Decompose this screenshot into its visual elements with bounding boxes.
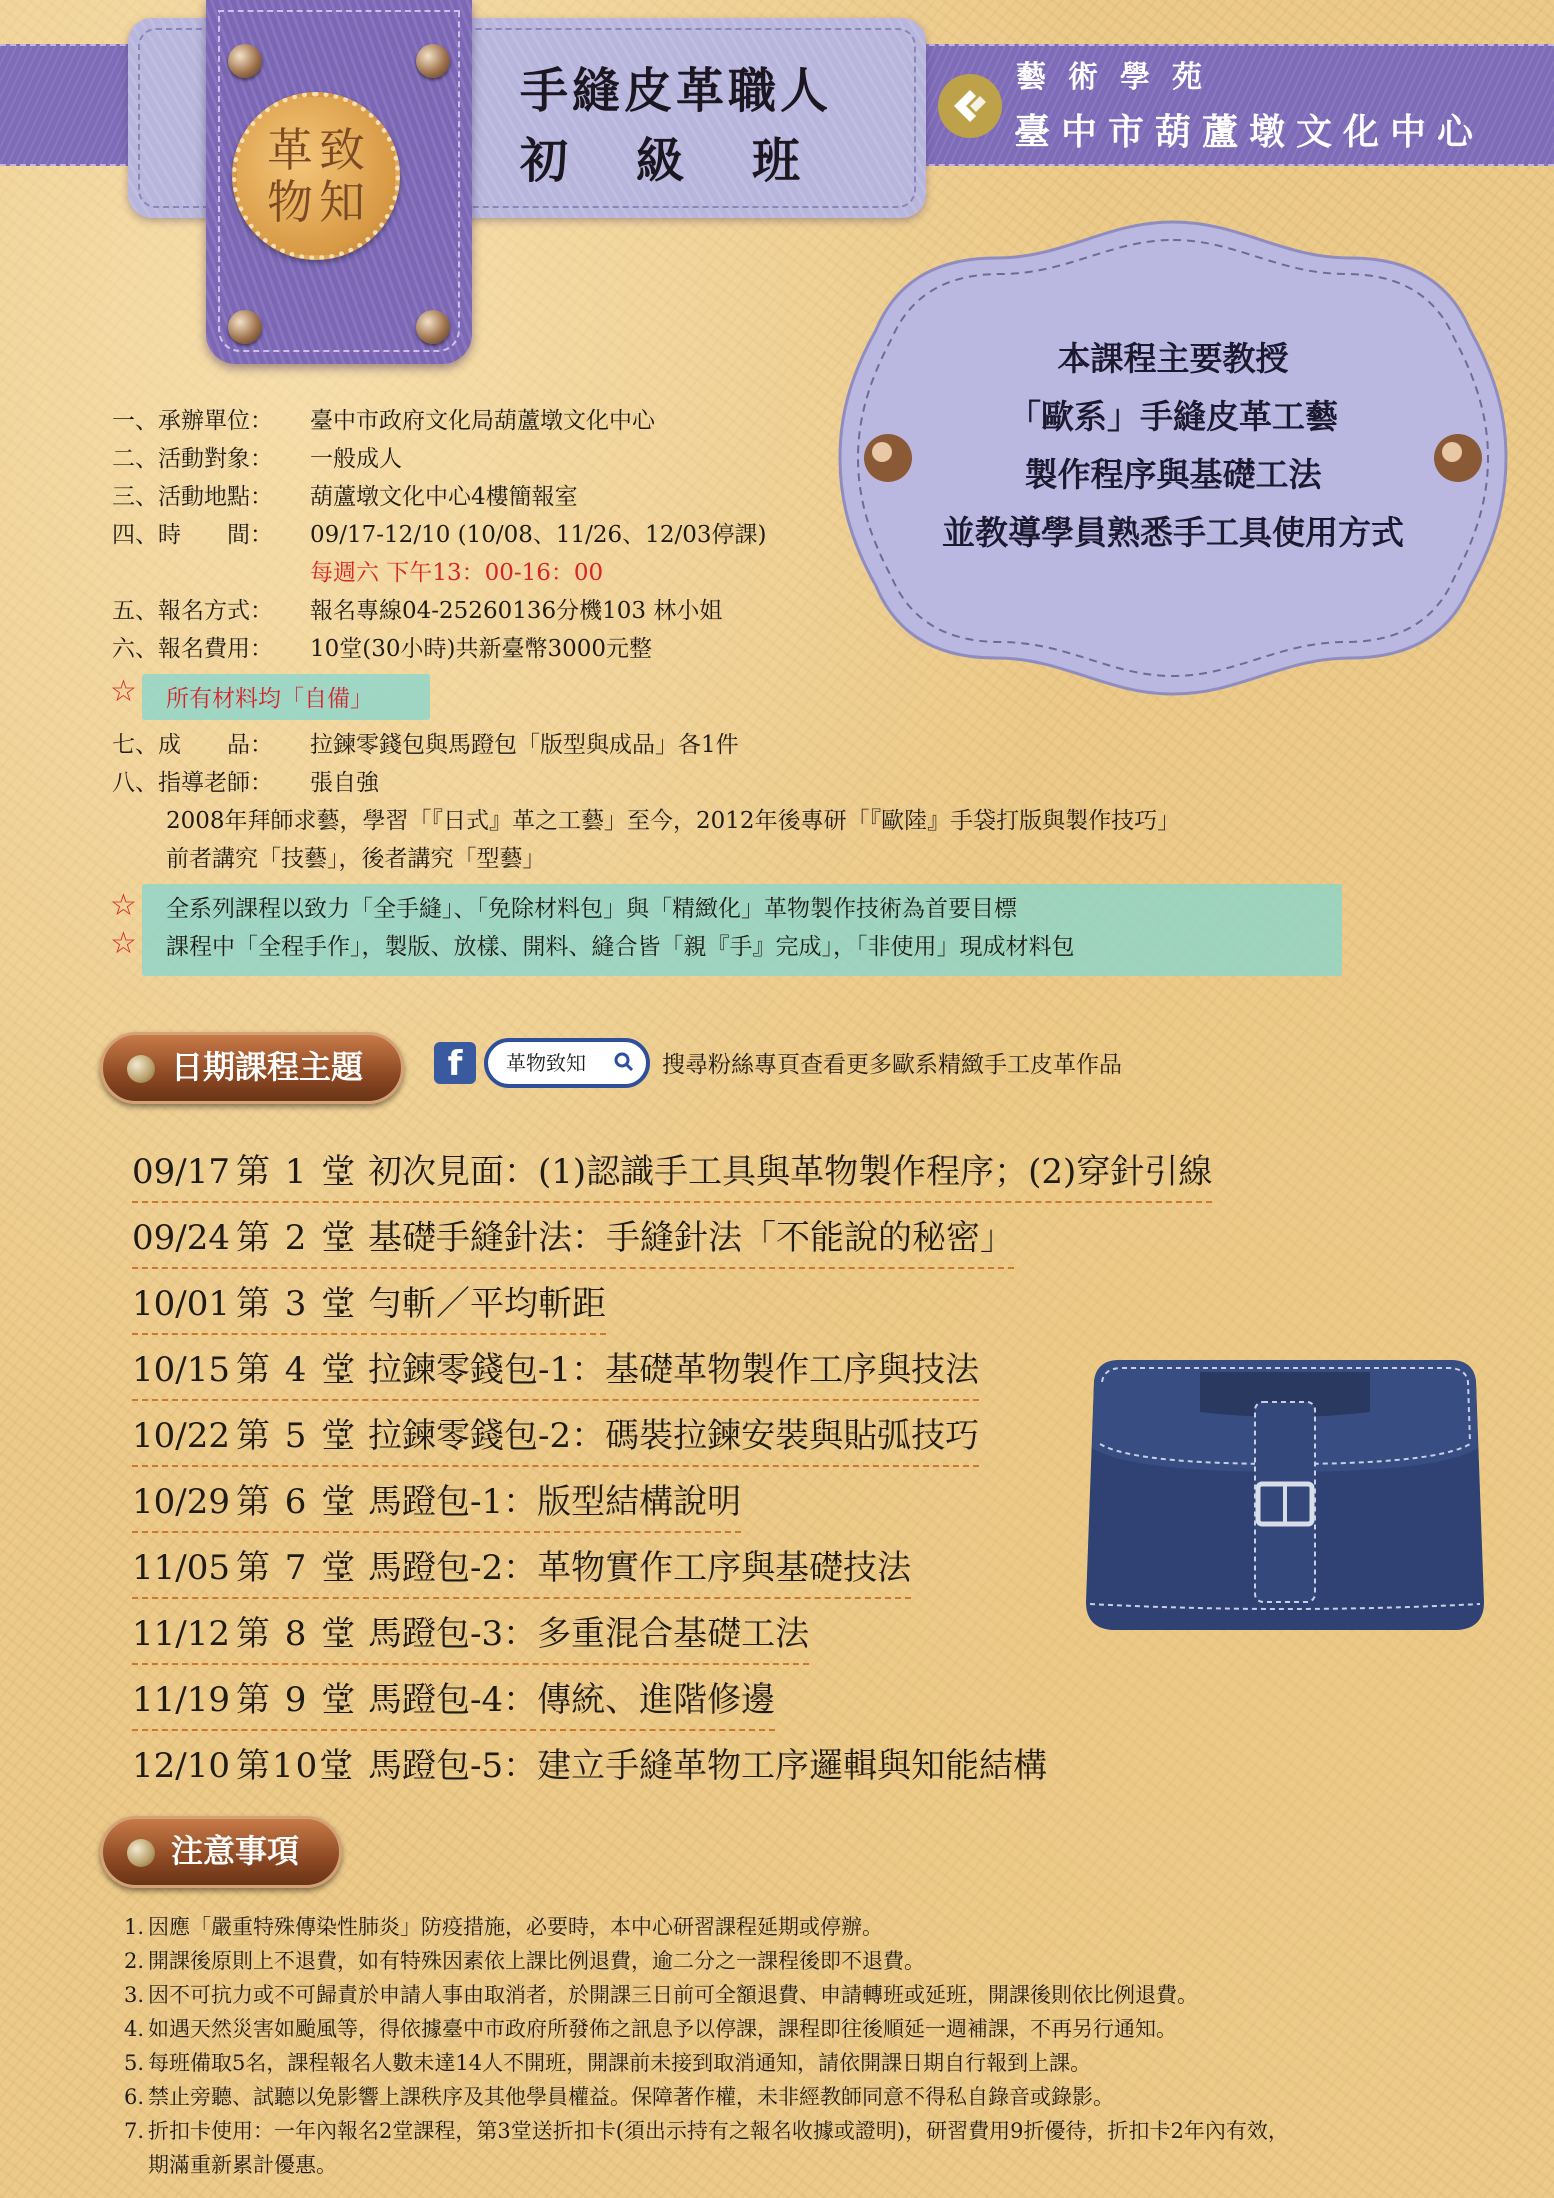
leather-bag-image (1080, 1352, 1490, 1638)
seal-char: 物 (267, 175, 313, 229)
star-icon: ☆ (110, 926, 137, 961)
rivet-icon (228, 310, 262, 344)
material-note: 所有材料均「自備」 (166, 686, 373, 712)
info-row: 四、時 間： 09/17-12/10 (10/08、11/26、12/03停課) (112, 522, 767, 548)
info-list (112, 402, 766, 668)
note-item: 1. 因應「嚴重特殊傳染性肺炎」防疫措施，必要時，本中心研習課程延期或停辦。 (124, 1915, 883, 1939)
intro-line: 製作程序與基礎工法 (1024, 455, 1322, 494)
info-row: 三、活動地點： 葫蘆墩文化中心4樓簡報室 (112, 484, 578, 510)
rivet-icon (416, 310, 450, 344)
note-item: 4. 如遇天然災害如颱風等，得依據臺中市政府所發佈之訊息予以停課，課程即往後順延一週補課，不再另行通知。 (124, 2017, 1177, 2041)
intro-plaque (830, 210, 1516, 706)
schedule-row: 10/15 第 4 堂：拉鍊零錢包-1：基礎革物製作工序與技法 (132, 1338, 1212, 1404)
teacher-bio: 前者講究「技藝」，後者講究「型藝」 (166, 846, 546, 872)
rivet-icon (416, 44, 450, 78)
goal-line: 全系列課程以致力「全手縫」、「免除材料包」與「精緻化」革物製作技術為首要目標 (166, 896, 1017, 922)
seal-char: 知 (319, 175, 365, 229)
bullet-icon (127, 1839, 155, 1867)
info-row: 一、承辦單位： 臺中市政府文化局葫蘆墩文化中心 (112, 408, 655, 434)
rivet-icon (228, 44, 262, 78)
brand-seal (232, 92, 400, 260)
schedule-row: 09/24 第 2 堂：基礎手縫針法：手縫針法「不能說的秘密」 (132, 1206, 1212, 1272)
note-item: 2. 開課後原則上不退費，如有特殊因素依上課比例退費，逾二分之一課程後即不退費。 (124, 1949, 925, 1973)
intro-line: 「歐系」手縫皮革工藝 (1008, 397, 1338, 436)
info-row-schedule-time: 每週六 下午13：00-16：00 (310, 560, 604, 586)
seal-char: 致 (319, 123, 365, 177)
notes-list (124, 1910, 1289, 2182)
schedule-row: 12/10 第10堂：馬蹬包-5：建立手縫革物工序邏輯與知能結構 (132, 1746, 1048, 1786)
seal-char: 革 (267, 123, 313, 177)
star-icon: ☆ (110, 674, 137, 709)
info-row: 六、報名費用： 10堂(30小時)共新臺幣3000元整 (112, 636, 653, 662)
goals-text (166, 890, 1075, 966)
bullet-icon (127, 1055, 155, 1083)
schedule-row: 09/17 第 1 堂：初次見面：(1)認識手工具與革物製作程序；(2)穿針引線 (132, 1140, 1212, 1206)
schedule-row: 11/05 第 7 堂：馬蹬包-2：革物實作工序與基礎技法 (132, 1536, 1212, 1602)
goal-line: 課程中「全程手作」，製版、放樣、開料、縫合皆「親『手』完成」，「非使用」現成材料包 (166, 934, 1075, 960)
info-row: 五、報名方式： 報名專線04-25260136分機103 林小姐 (112, 598, 723, 624)
intro-line: 並教導學員熟悉手工具使用方式 (942, 513, 1404, 552)
page-title (520, 56, 880, 196)
title-line-2: 初級班 (520, 133, 869, 189)
teacher-bio: 2008年拜師求藝，學習「『日式』革之工藝」至今，2012年後專研「『歐陸』手袋打版與製作技巧」 (166, 808, 1181, 834)
note-item-continued: 期滿重新累計優惠。 (148, 2153, 337, 2177)
info-row: 八、指導老師： 張自強 (112, 770, 379, 796)
info-row: 二、活動對象： 一般成人 (112, 446, 402, 472)
schedule-row: 10/22 第 5 堂：拉鍊零錢包-2：碼裝拉鍊安裝與貼弧技巧 (132, 1404, 1212, 1470)
note-item: 7. 折扣卡使用：一年內報名2堂課程，第3堂送折扣卡(須出示持有之報名收據或證明)，研習費用9折優待，折扣卡2年內有效， (124, 2119, 1289, 2143)
schedule-list (132, 1140, 1212, 1800)
notes-section-header: 注意事項 (100, 1816, 342, 1888)
schedule-row: 11/12 第 8 堂：馬蹬包-3：多重混合基礎工法 (132, 1602, 1212, 1668)
star-icon: ☆ (110, 888, 137, 923)
note-item: 6. 禁止旁聽、試聽以免影響上課秩序及其他學員權益。保障著作權，未非經教師同意不得私自錄音或錄影。 (124, 2085, 1114, 2109)
fb-search-box[interactable]: 革物致知 (484, 1038, 650, 1088)
fb-note: 搜尋粉絲專頁查看更多歐系精緻手工皮革作品 (662, 1052, 1122, 1078)
org-logo-icon (938, 74, 1002, 138)
schedule-row: 10/29 第 6 堂：馬蹬包-1：版型結構說明 (132, 1470, 1212, 1536)
schedule-row: 11/19 第 9 堂：馬蹬包-4：傳統、進階修邊 (132, 1668, 1212, 1734)
schedule-section-header: 日期課程主題 (100, 1032, 404, 1104)
note-item: 5. 每班備取5名，課程報名人數未達14人不開班，開課前未接到取消通知，請依開課日期自行報到上課。 (124, 2051, 1092, 2075)
info-row: 七、成 品： 拉鍊零錢包與馬蹬包「版型與成品」各1件 (112, 732, 739, 758)
search-icon (614, 1052, 634, 1072)
org-name-line-1: 藝術學苑 (1016, 60, 1224, 95)
info-list-2 (112, 726, 1180, 878)
schedule-row: 10/01 第 3 堂：勻斬／平均斬距 (132, 1272, 1212, 1338)
note-item: 3. 因不可抗力或不可歸責於申請人事由取消者，於開課三日前可全額退費、申請轉班或延班，開課後則依比例退費。 (124, 1983, 1198, 2007)
facebook-icon[interactable]: f (434, 1042, 476, 1084)
org-name-line-2: 臺中市葫蘆墩文化中心 (1014, 111, 1485, 153)
title-line-1: 手縫皮革職人 (520, 63, 833, 119)
intro-line: 本課程主要教授 (1057, 339, 1289, 378)
